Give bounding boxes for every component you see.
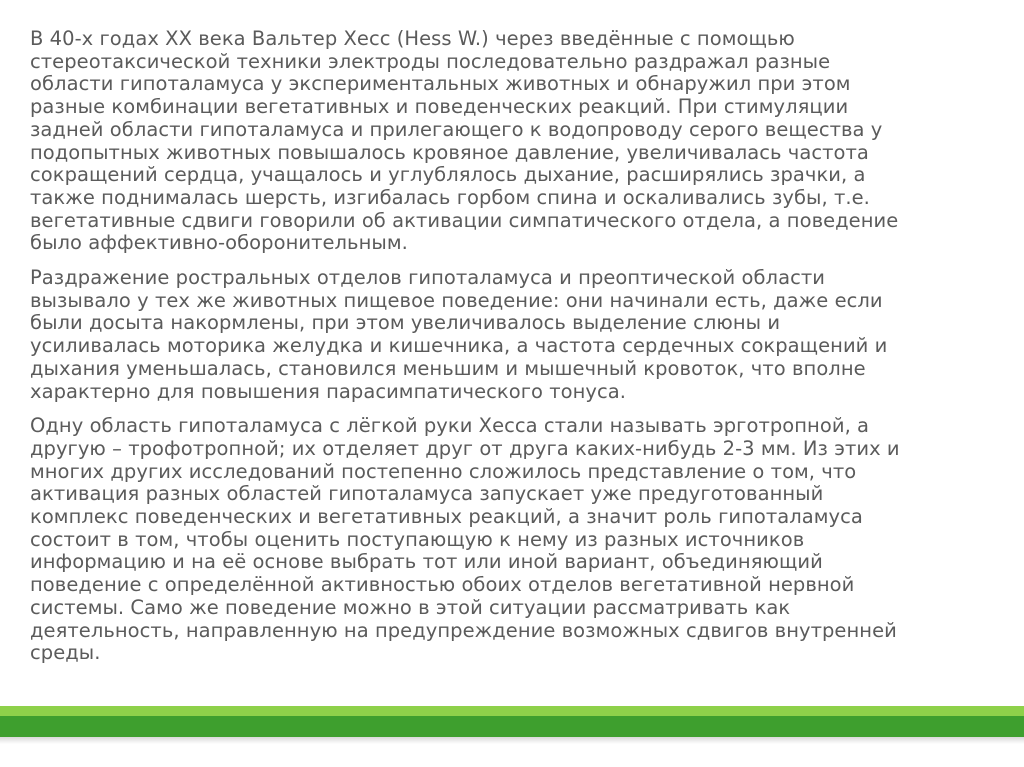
footer-green-stripe bbox=[0, 716, 1024, 737]
slide-body-text bbox=[30, 28, 994, 677]
footer-shadow bbox=[0, 737, 1024, 744]
paragraph-rostral-stimulation: Раздражение ростральных отделов гипоталамуса и преоптической области вызывало у тех же животных пищевое поведение: они начинали есть, даже если были досыта накормлены, при этом увеличивалось выделение слюны и усиливалась моторика желудка и кишечника, а частота сердечных сокращений и дыхания уменьшалась, становился меньшим и мышечный кровоток, что вполне характерно для повышения парасимпатического тонуса. bbox=[30, 266, 888, 403]
paragraph-ergotropic-trophotropic: Одну область гипоталамуса с лёгкой руки Хесса стали называть эрготропной, а другую – трофотропной; их отделяет друг от друга каких-нибудь 2-3 мм. Из этих и многих других исследований постепенно сложилось представление о том, что активация разных областей гипоталамуса запускает уже предуготованный комплекс поведенческих и вегетативных реакций, а значит роль гипоталамуса состоит в том, чтобы оценить поступающую к нему из разных источников информацию и на её основе выбрать тот или иной вариант, объединяющий поведение с определённой активностью обоих отделов вегетативной нервной системы. Само же поведение можно в этой ситуации рассматривать как деятельность, направленную на предупреждение возможных сдвигов внутренней среды. bbox=[30, 414, 900, 665]
footer-light-stripe bbox=[0, 706, 1024, 716]
paragraph-hess-experiments: В 40-х годах XX века Вальтер Хесс (Hess W.) через введённые с помощью стереотаксической техники электроды последовательно раздражал разные области гипоталамуса у экспериментальных животных и обнаружил при этом разные комбинации вегетативных и поведенческих реакций. При стимуляции задней области гипоталамуса и прилегающего к водопроводу серого вещества у подопытных животных повышалось кровяное давление, увеличивалась частота сокращений сердца, учащалось и углублялось дыхание, расширялись зрачки, а также поднималась шерсть, изгибалась горбом спина и оскаливались зубы, т.е. вегетативные сдвиги говорили об активации симпатического отдела, а поведение было аффективно-оборонительным. bbox=[30, 27, 899, 255]
